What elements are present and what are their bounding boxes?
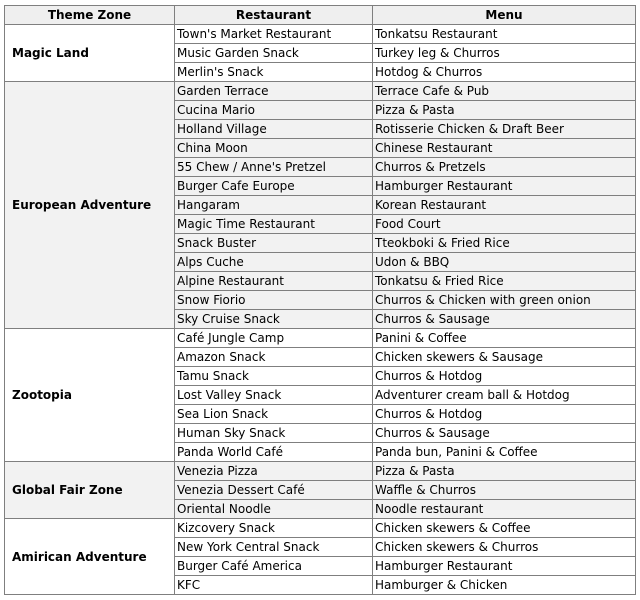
- menu-cell: Terrace Cafe & Pub: [373, 82, 636, 101]
- restaurant-cell: KFC: [175, 576, 373, 595]
- restaurant-cell: New York Central Snack: [175, 538, 373, 557]
- restaurant-cell: Amazon Snack: [175, 348, 373, 367]
- restaurant-cell: Oriental Noodle: [175, 500, 373, 519]
- restaurant-cell: Burger Café America: [175, 557, 373, 576]
- menu-cell: Food Court: [373, 215, 636, 234]
- menu-cell: Hamburger & Chicken: [373, 576, 636, 595]
- restaurant-cell: Venezia Dessert Café: [175, 481, 373, 500]
- menu-cell: Pizza & Pasta: [373, 462, 636, 481]
- restaurant-cell: Cucina Mario: [175, 101, 373, 120]
- menu-cell: Hamburger Restaurant: [373, 177, 636, 196]
- menu-cell: Panini & Coffee: [373, 329, 636, 348]
- restaurant-cell: Lost Valley Snack: [175, 386, 373, 405]
- restaurant-cell: Snack Buster: [175, 234, 373, 253]
- menu-cell: Noodle restaurant: [373, 500, 636, 519]
- restaurant-cell: Merlin's Snack: [175, 63, 373, 82]
- menu-cell: Waffle & Churros: [373, 481, 636, 500]
- menu-cell: Korean Restaurant: [373, 196, 636, 215]
- restaurant-cell: Town's Market Restaurant: [175, 25, 373, 44]
- menu-cell: Chinese Restaurant: [373, 139, 636, 158]
- menu-cell: Tteokboki & Fried Rice: [373, 234, 636, 253]
- menu-cell: Churros & Hotdog: [373, 405, 636, 424]
- theme-zone-cell: Global Fair Zone: [5, 462, 175, 519]
- menu-cell: Hamburger Restaurant: [373, 557, 636, 576]
- restaurant-cell: Panda World Café: [175, 443, 373, 462]
- table-row: [5, 329, 636, 348]
- restaurant-cell: Human Sky Snack: [175, 424, 373, 443]
- header-restaurant: Restaurant: [175, 6, 373, 25]
- menu-cell: Churros & Sausage: [373, 424, 636, 443]
- restaurant-cell: China Moon: [175, 139, 373, 158]
- restaurant-cell: Sky Cruise Snack: [175, 310, 373, 329]
- restaurant-cell: Snow Fiorio: [175, 291, 373, 310]
- header-menu: Menu: [373, 6, 636, 25]
- table-row: [5, 82, 636, 101]
- table-row: [5, 462, 636, 481]
- restaurant-cell: Holland Village: [175, 120, 373, 139]
- restaurant-table: [4, 5, 636, 595]
- menu-cell: Rotisserie Chicken & Draft Beer: [373, 120, 636, 139]
- menu-cell: Chicken skewers & Sausage: [373, 348, 636, 367]
- table-body: [5, 25, 636, 595]
- theme-zone-cell: Zootopia: [5, 329, 175, 462]
- menu-cell: Chicken skewers & Churros: [373, 538, 636, 557]
- menu-cell: Tonkatsu & Fried Rice: [373, 272, 636, 291]
- restaurant-cell: Alps Cuche: [175, 253, 373, 272]
- restaurant-table-container: [4, 5, 636, 595]
- restaurant-cell: Garden Terrace: [175, 82, 373, 101]
- restaurant-cell: Venezia Pizza: [175, 462, 373, 481]
- menu-cell: Adventurer cream ball & Hotdog: [373, 386, 636, 405]
- menu-cell: Turkey leg & Churros: [373, 44, 636, 63]
- menu-cell: Churros & Sausage: [373, 310, 636, 329]
- restaurant-cell: Burger Cafe Europe: [175, 177, 373, 196]
- table-header: [5, 6, 636, 25]
- menu-cell: Churros & Chicken with green onion: [373, 291, 636, 310]
- theme-zone-cell: European Adventure: [5, 82, 175, 329]
- table-row: [5, 25, 636, 44]
- restaurant-cell: Magic Time Restaurant: [175, 215, 373, 234]
- menu-cell: Pizza & Pasta: [373, 101, 636, 120]
- header-row: [5, 6, 636, 25]
- header-theme-zone: Theme Zone: [5, 6, 175, 25]
- menu-cell: Hotdog & Churros: [373, 63, 636, 82]
- restaurant-cell: Tamu Snack: [175, 367, 373, 386]
- restaurant-cell: Sea Lion Snack: [175, 405, 373, 424]
- menu-cell: Churros & Pretzels: [373, 158, 636, 177]
- menu-cell: Panda bun, Panini & Coffee: [373, 443, 636, 462]
- menu-cell: Churros & Hotdog: [373, 367, 636, 386]
- restaurant-cell: Alpine Restaurant: [175, 272, 373, 291]
- theme-zone-cell: Amirican Adventure: [5, 519, 175, 595]
- theme-zone-cell: Magic Land: [5, 25, 175, 82]
- restaurant-cell: 55 Chew / Anne's Pretzel: [175, 158, 373, 177]
- menu-cell: Udon & BBQ: [373, 253, 636, 272]
- menu-cell: Chicken skewers & Coffee: [373, 519, 636, 538]
- table-row: [5, 519, 636, 538]
- restaurant-cell: Kizcovery Snack: [175, 519, 373, 538]
- menu-cell: Tonkatsu Restaurant: [373, 25, 636, 44]
- restaurant-cell: Hangaram: [175, 196, 373, 215]
- restaurant-cell: Music Garden Snack: [175, 44, 373, 63]
- restaurant-cell: Café Jungle Camp: [175, 329, 373, 348]
